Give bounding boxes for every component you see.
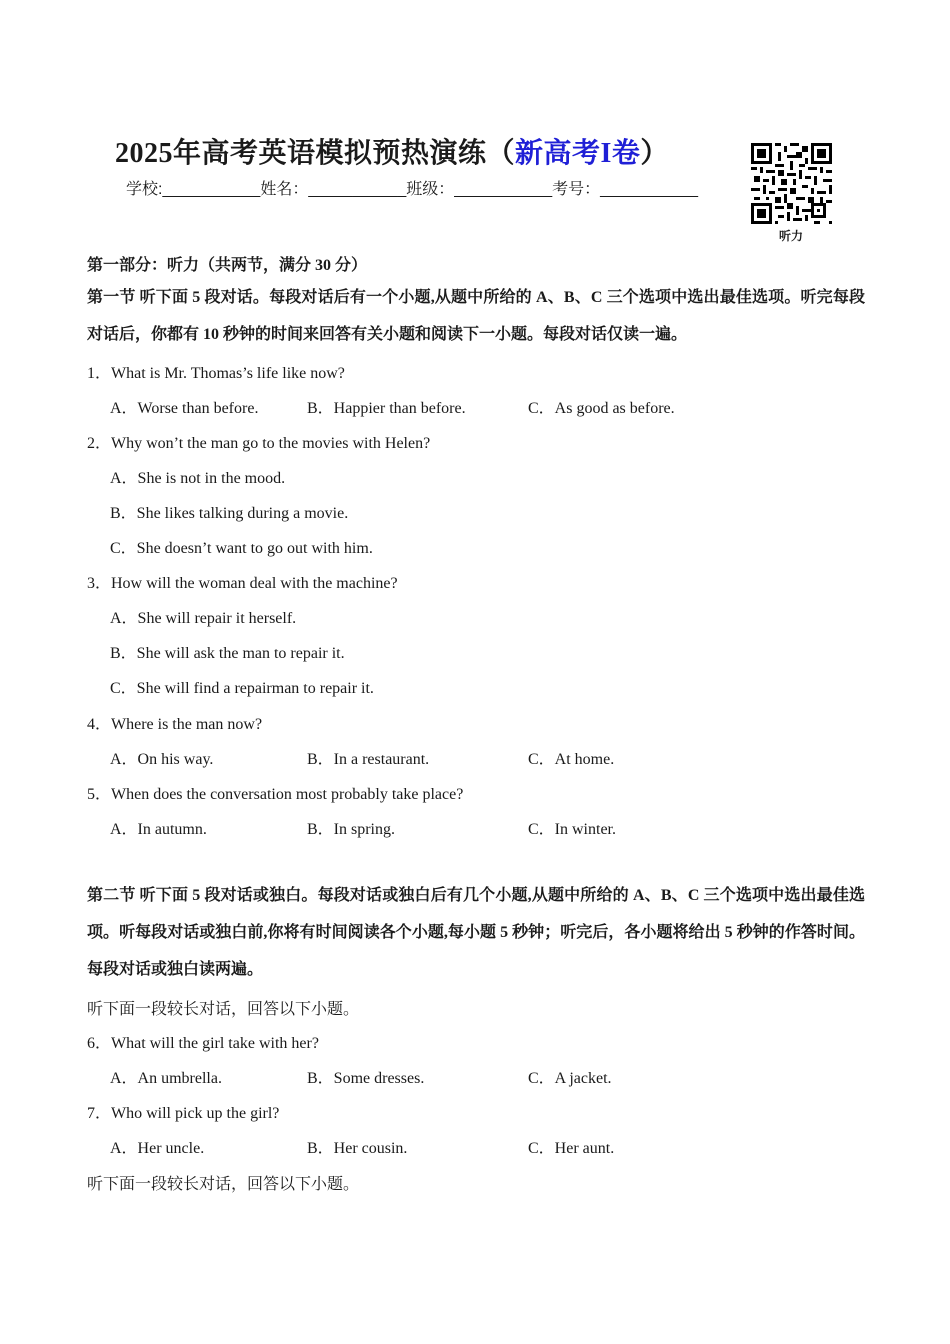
q6-option-c: C．A jacket. bbox=[528, 1070, 612, 1087]
qr-caption: 听力 bbox=[779, 229, 804, 243]
q7-option-c: C．Her aunt. bbox=[528, 1140, 615, 1157]
question-7: 7．Who will pick up the girl? bbox=[87, 1105, 280, 1122]
section2-instructions: 第二节 听下面 5 段对话或独白。每段对话或独白后有几个小题,从题中所给的 A、B、C 三个选项中选出最佳选项。听每段对话或独白前,你将有时间阅读各个小题,每小题 5 秒钟；听完后，各小题将给出 5 秒钟的作答时间。每段对话或独白读两遍。 bbox=[87, 887, 865, 978]
title-suffix: ） bbox=[640, 138, 669, 169]
dialogue-note-1: 听下面一段较长对话，回答以下小题。 bbox=[87, 1001, 360, 1018]
q2-option-c: C．She doesn’t want to go out with him. bbox=[110, 540, 373, 557]
q3-option-c: C．She will find a repairman to repair it. bbox=[110, 680, 374, 697]
q5-option-c: C．In winter. bbox=[528, 821, 616, 838]
title-prefix: 2025年高考英语模拟预热演练（ bbox=[115, 138, 516, 169]
question-4: 4．Where is the man now? bbox=[87, 716, 263, 733]
q1-option-a: A．Worse than before. bbox=[110, 400, 259, 417]
student-info-line: 学校:___________姓名：___________班级：___________考号：___________ bbox=[126, 181, 698, 198]
q4-option-b: B．In a restaurant. bbox=[307, 751, 430, 768]
q4-option-a: A．On his way. bbox=[110, 751, 214, 768]
question-1: 1．What is Mr. Thomas’s life like now? bbox=[87, 365, 345, 382]
q4-option-c: C．At home. bbox=[528, 751, 615, 768]
q6-option-a: A．An umbrella. bbox=[110, 1070, 222, 1087]
part1-heading: 第一部分：听力（共两节，满分 30 分） bbox=[87, 257, 368, 274]
q2-option-a: A．She is not in the mood. bbox=[110, 470, 286, 487]
question-5: 5．When does the conversation most probably take place? bbox=[87, 786, 464, 803]
question-6: 6．What will the girl take with her? bbox=[87, 1035, 319, 1052]
q6-option-b: B．Some dresses. bbox=[307, 1070, 425, 1087]
q7-option-a: A．Her uncle. bbox=[110, 1140, 205, 1157]
q1-option-c: C．As good as before. bbox=[528, 400, 675, 417]
title-highlight: 新高考I卷 bbox=[515, 138, 641, 169]
q3-option-a: A．She will repair it herself. bbox=[110, 610, 297, 627]
q2-option-b: B．She likes talking during a movie. bbox=[110, 505, 349, 522]
question-3: 3．How will the woman deal with the machine? bbox=[87, 575, 398, 592]
question-2: 2．Why won’t the man go to the movies with Helen? bbox=[87, 435, 431, 452]
q5-option-a: A．In autumn. bbox=[110, 821, 207, 838]
page-title bbox=[115, 131, 669, 171]
dialogue-note-2: 听下面一段较长对话，回答以下小题。 bbox=[87, 1176, 360, 1193]
q7-option-b: B．Her cousin. bbox=[307, 1140, 408, 1157]
q3-option-b: B．She will ask the man to repair it. bbox=[110, 645, 345, 662]
q5-option-b: B．In spring. bbox=[307, 821, 396, 838]
qr-code-icon[interactable] bbox=[751, 143, 832, 224]
section1-instructions: 第一节 听下面 5 段对话。每段对话后有一个小题,从题中所给的 A、B、C 三个选项中选出最佳选项。听完每段对话后，你都有 10 秒钟的时间来回答有关小题和阅读下一小题。每段对话仅读一遍。 bbox=[87, 289, 865, 343]
q1-option-b: B．Happier than before. bbox=[307, 400, 466, 417]
